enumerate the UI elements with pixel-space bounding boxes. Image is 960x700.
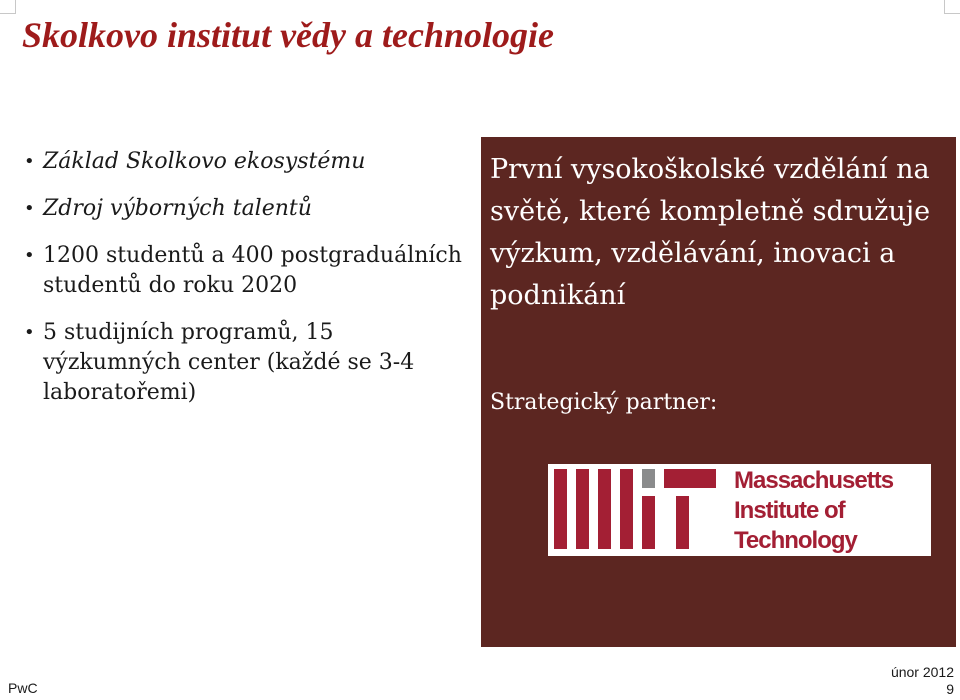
mit-logo-bar (676, 496, 689, 549)
slide-corner-mark-right (944, 0, 960, 14)
mit-wordmark (734, 466, 928, 556)
mit-logo-bar (598, 469, 611, 549)
mit-logo-bar (620, 469, 633, 549)
partner-label: Strategický partner: (490, 390, 718, 415)
mit-wordmark-line: Technology (734, 527, 857, 554)
mit-logo-bar (664, 469, 716, 488)
bullet-list (24, 147, 464, 425)
bullet-item: • 5 studijních programů, 15 výzkumných center (každé se 3-4 laboratořemi) (24, 318, 464, 408)
mit-wordmark-line: Institute of (734, 497, 845, 524)
page-number: 9 (946, 681, 954, 697)
mit-logo-bar (576, 469, 589, 549)
slide-title: Skolkovo institut vědy a technologie (22, 15, 554, 55)
slide-corner-mark-left (0, 0, 16, 14)
bullet-item: • 1200 studentů a 400 postgraduálních studentů do roku 2020 (24, 241, 464, 301)
footer-date: únor 2012 (890, 664, 954, 680)
mit-logo-bar (642, 469, 655, 488)
mit-logo-bar (642, 496, 655, 549)
bullet-item: • Zdroj výborných talentů (24, 194, 464, 224)
footer-info (891, 664, 954, 698)
bullet-item: • Základ Skolkovo ekosystému (24, 147, 464, 177)
mit-wordmark-line: Massachusetts (734, 467, 894, 494)
footer-brand: PwC (8, 680, 38, 696)
feature-panel (481, 137, 956, 647)
panel-heading: První vysokoškolské vzdělání na světě, které kompletně sdružuje výzkum, vzdělávání, inovaci a podnikání (490, 154, 931, 311)
mit-logo-bar (554, 469, 567, 549)
mit-logo (548, 464, 931, 556)
